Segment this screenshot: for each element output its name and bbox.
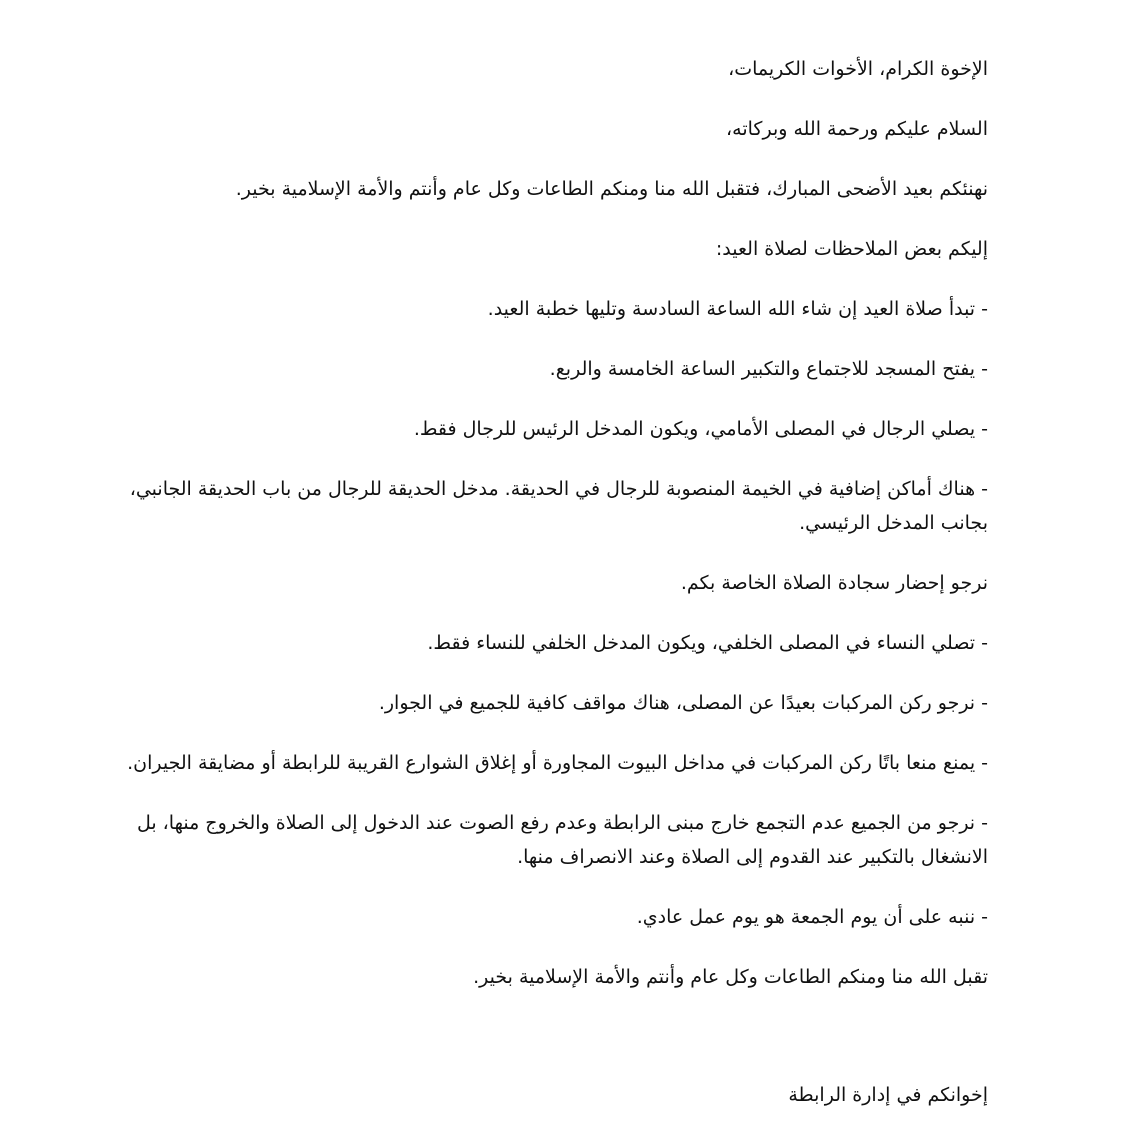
note-start-time: - تبدأ صلاة العيد إن شاء الله الساعة السادسة وتليها خطبة العيد. bbox=[487, 298, 988, 320]
spacer bbox=[100, 1020, 988, 1078]
note-parking: - نرجو ركن المركبات بعيدًا عن المصلى، هناك مواقف كافية للجميع في الجوار. bbox=[378, 692, 988, 714]
note-women-prayer-area: - تصلي النساء في المصلى الخلفي، ويكون المدخل الخلفي للنساء فقط. bbox=[427, 632, 988, 654]
note-prayer-mat: نرجو إحضار سجادة الصلاة الخاصة بكم. bbox=[680, 572, 988, 594]
congratulation-paragraph: نهنئكم بعيد الأضحى المبارك، فتقبل الله منا ومنكم الطاعات وكل عام وأنتم والأمة الإسلامية بخير. bbox=[235, 178, 988, 200]
notes-intro: إليكم بعض الملاحظات لصلاة العيد: bbox=[715, 238, 988, 260]
note-no-gathering: - نرجو من الجميع عدم التجمع خارج مبنى الرابطة وعدم رفع الصوت عند الدخول إلى الصلاة والخروج منها، بل الانشغال بالتكبير عند القدوم إلى الصلاة وعند الانصراف منها. bbox=[136, 812, 988, 868]
note-men-prayer-area: - يصلي الرجال في المصلى الأمامي، ويكون المدخل الرئيس للرجال فقط. bbox=[413, 418, 988, 440]
letter-document bbox=[100, 52, 988, 1138]
signature: إخوانكم في إدارة الرابطة bbox=[788, 1084, 988, 1106]
note-friday-workday: - ننبه على أن يوم الجمعة هو يوم عمل عادي. bbox=[636, 906, 988, 928]
greeting: السلام عليكم ورحمة الله وبركاته، bbox=[726, 118, 988, 140]
note-tent-garden: - هناك أماكن إضافية في الخيمة المنصوبة للرجال في الحديقة. مدخل الحديقة للرجال من باب الحديقة الجانبي، بجانب المدخل الرئيسي. bbox=[129, 478, 988, 534]
note-mosque-opening: - يفتح المسجد للاجتماع والتكبير الساعة الخامسة والربع. bbox=[549, 358, 988, 380]
salutation: الإخوة الكرام، الأخوات الكريمات، bbox=[728, 58, 988, 80]
note-parking-prohibition: - يمنع منعا باتًا ركن المركبات في مداخل البيوت المجاورة أو إغلاق الشوارع القريبة للرابطة أو مضايقة الجيران. bbox=[127, 752, 988, 774]
closing-paragraph: تقبل الله منا ومنكم الطاعات وكل عام وأنتم والأمة الإسلامية بخير. bbox=[473, 966, 988, 988]
